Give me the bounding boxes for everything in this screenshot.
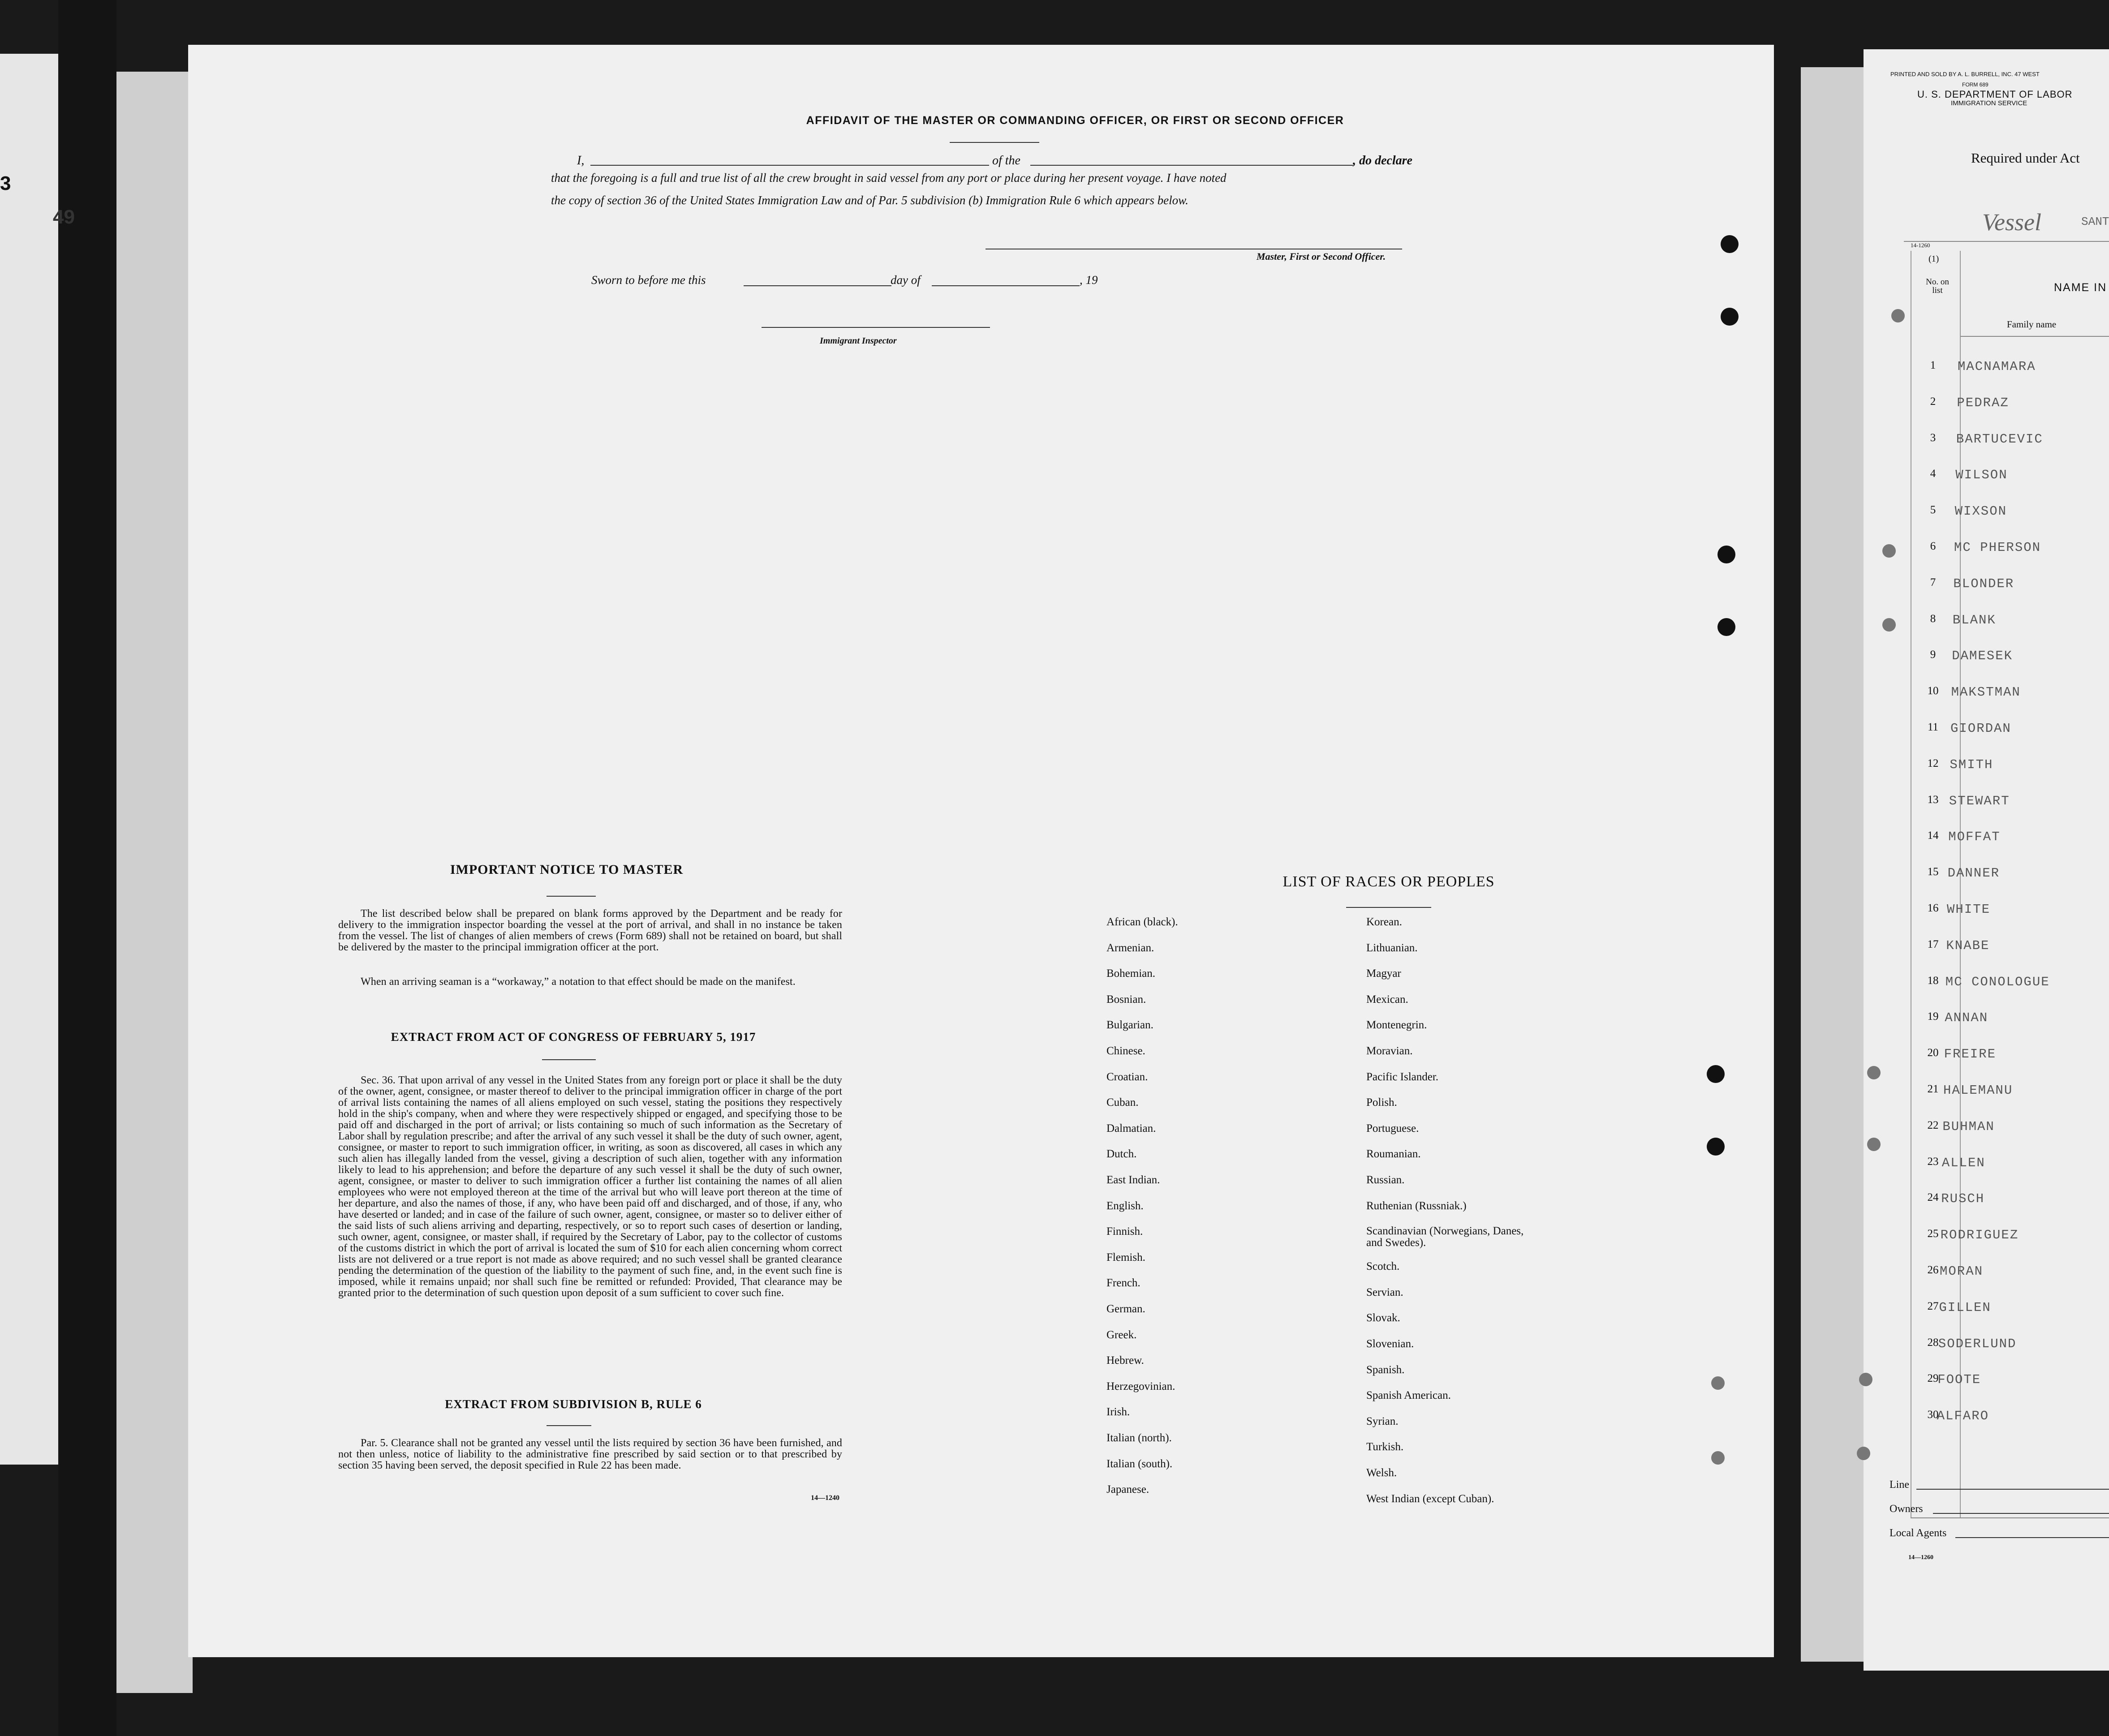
race-item: Scotch. (1366, 1260, 1400, 1273)
race-item: Mexican. (1366, 993, 1408, 1006)
vessel-blank (1030, 165, 1353, 166)
table-bottom-rule (1911, 1517, 2109, 1518)
sworn-text: Sworn to before me this (591, 273, 706, 287)
sworn-month-blank (932, 285, 1080, 286)
crew-family-name: HALEMANU (1943, 1083, 2013, 1098)
crew-row-number: 6 (1930, 540, 1936, 552)
punch-hole (1717, 618, 1735, 636)
race-item: Chinese. (1106, 1045, 1145, 1057)
left-page-number-top: 3 (0, 172, 11, 194)
act-extract-body: Sec. 36. That upon arrival of any vessel in the United States from any foreign port or place it shall be the duty of the owner, agent, consignee, or master thereof to deliver to the principal immigration officer in charge of the port of arrival lists containing the names of all aliens employed on such vessel, stating the positions they respectively hold in the ship's company, when and where they were respectively shipped or engaged, and specifying those to be paid off and discharged in the port of arrival; or lists containing so much of such information as the Secretary of Labor shall by regulation prescribe; and after the arrival of any such vessel it shall be the duty of such owner, agent, consignee, or master to report to such immigration officer, in writing, as soon as discovered, all cases in which any such alien has illegally landed from the vessel, giving a description of such alien, together with any information likely to lead to his apprehension; and before the departure of any such vessel it shall be the duty of such owner, agent, consignee, or master to deliver to such immigration officer a further list containing the names of all alien employees who were not employed thereon at the time of the arrival but who will leave port thereon at the time of her departure, and also the names of those, if any, who have been paid off and discharged, and of those, if any, who have deserted or landed; and in case of the failure of such owner, agent, consignee, or master so to deliver either of the said lists of such aliens arriving and departing, respectively, or so to report such cases of desertion or landing, such owner, agent, consignee, or master shall, if required by the Secretary of Labor, pay to the collector of customs of the customs district in which the port of arrival is located the sum of $10 for each alien concerning whom correct lists are not delivered or a true report is not made as above required; and no such vessel shall be granted clearance pending the determination of the question of the liability to the payment of such fine, and, in the event such fine is imposed, while it remains unpaid; nor shall such fine be remitted or refunded: Provided, That clearance may be granted prior to the determination of such question upon deposit of a sum sufficient to cover such fine. (338, 1074, 842, 1299)
inspector-caption: Immigrant Inspector (820, 336, 897, 346)
footer-owners-rule (1933, 1513, 2109, 1514)
left-binding (116, 72, 193, 1693)
race-item: French. (1106, 1277, 1141, 1289)
punch-hole (1717, 546, 1735, 563)
race-item: Moravian. (1366, 1045, 1413, 1057)
punch-hole-ghost (1867, 1066, 1881, 1079)
race-item: Flemish. (1106, 1251, 1145, 1263)
crew-family-name: MACNAMARA (1958, 359, 2036, 374)
crew-row-number: 24 (1927, 1191, 1939, 1204)
right-page (1864, 49, 2109, 1671)
race-item: Armenian. (1106, 941, 1154, 954)
race-item: Finnish. (1106, 1225, 1143, 1238)
crew-family-name: SODERLUND (1938, 1336, 2017, 1351)
right-binding (1774, 63, 1801, 1666)
crew-row-number: 14 (1927, 829, 1939, 842)
notice-title: IMPORTANT NOTICE TO MASTER (450, 862, 684, 877)
race-item: Slovak. (1366, 1312, 1400, 1324)
race-item: Slovenian. (1366, 1338, 1414, 1350)
race-item: Dalmatian. (1106, 1122, 1156, 1134)
affidavit-line2: that the foregoing is a full and true list of all the crew brought in said vessel from any port or place during her present voyage. I have noted (551, 171, 1227, 185)
crew-row-number: 22 (1927, 1119, 1939, 1131)
race-item: Turkish. (1366, 1441, 1404, 1453)
signature-caption: Master, First or Second Officer. (1257, 251, 1386, 262)
race-item: Ruthenian (Russniak.) (1366, 1199, 1467, 1212)
crew-family-name: BLANK (1952, 612, 1996, 627)
crew-family-name: FREIRE (1944, 1047, 1997, 1062)
sworn-day-blank (744, 285, 891, 286)
crew-family-name: FOOTE (1937, 1372, 1981, 1388)
col-index: (1) (1928, 254, 1939, 264)
punch-hole-ghost (1882, 618, 1896, 632)
race-item: Pacific Islander. (1366, 1070, 1439, 1083)
crew-family-name: RODRIGUEZ (1940, 1228, 2019, 1243)
punch-hole-ghost (1867, 1138, 1881, 1151)
act-extract-title-rule (542, 1059, 596, 1060)
col-no-header: No. on list (1926, 277, 1949, 295)
crew-row-number: 27 (1927, 1300, 1939, 1312)
printer-line: PRINTED AND SOLD BY A. L. BURRELL, INC. 47 WEST (1890, 71, 2040, 77)
affidavit-declare: , do declare (1353, 154, 1412, 168)
race-item: Bohemian. (1106, 967, 1156, 980)
race-item: Greek. (1106, 1328, 1137, 1341)
vessel-line (1904, 241, 2109, 242)
race-item: Scandinavian (Norwegians, Danes, and Swedes). (1366, 1225, 1524, 1249)
race-item: East Indian. (1106, 1174, 1160, 1186)
punch-hole-ghost (1711, 1451, 1725, 1465)
punch-hole (1721, 235, 1739, 253)
act-extract-title: EXTRACT FROM ACT OF CONGRESS OF FEBRUARY 5, 1917 (391, 1030, 756, 1044)
left-page-edge (0, 54, 58, 1465)
race-item: Magyar (1366, 967, 1401, 980)
footer-line-rule (1916, 1489, 2109, 1490)
race-item: Herzegovinian. (1106, 1380, 1175, 1392)
race-item: Croatian. (1106, 1070, 1148, 1083)
crew-row-number: 2 (1930, 395, 1936, 408)
service-title: IMMIGRATION SERVICE (1951, 99, 2027, 107)
crew-row-number: 30 (1927, 1409, 1939, 1421)
crew-row-number: 1 (1930, 359, 1936, 371)
crew-family-name: BARTUCEVIC (1956, 431, 2043, 447)
crew-row-number: 10 (1927, 685, 1939, 697)
footer-form: 14—1260 (1908, 1554, 1933, 1561)
crew-row-number: 16 (1927, 902, 1939, 914)
race-item: Spanish American. (1366, 1389, 1451, 1402)
races-title-rule (1346, 907, 1431, 908)
affidavit-title: AFFIDAVIT OF THE MASTER OR COMMANDING OFFICER, OR FIRST OR SECOND OFFICER (806, 114, 1344, 127)
crew-row-number: 8 (1930, 612, 1936, 625)
crew-family-name: PEDRAZ (1957, 395, 2009, 410)
race-item: English. (1106, 1199, 1144, 1212)
affidavit-line3: the copy of section 36 of the United States Immigration Law and of Par. 5 subdivision (b) Immigration Rule 6 which appears below. (551, 193, 1188, 207)
crew-family-name: MORAN (1940, 1264, 1984, 1279)
crew-row-number: 19 (1927, 1010, 1939, 1023)
punch-hole-ghost (1882, 544, 1896, 558)
race-item: Polish. (1366, 1096, 1397, 1109)
race-item: Lithuanian. (1366, 941, 1418, 954)
crew-family-name: DANNER (1947, 866, 2000, 881)
punch-hole-ghost (1859, 1373, 1872, 1386)
crew-row-number: 15 (1927, 866, 1939, 878)
races-title: LIST OF RACES OR PEOPLES (1283, 873, 1495, 890)
race-item: Irish. (1106, 1406, 1130, 1418)
rule-extract-title: EXTRACT FROM SUBDIVISION B, RULE 6 (445, 1397, 702, 1411)
punch-hole-ghost (1711, 1376, 1725, 1390)
crew-row-number: 4 (1930, 468, 1936, 480)
left-page-number: 49 (53, 206, 75, 228)
crew-row-number: 23 (1927, 1155, 1939, 1168)
notice-paragraph-1: The list described below shall be prepared on blank forms approved by the Department and be ready for delivery to the immigration inspector boarding the vessel at the port of arrival, and shall in no instance be taken from the vessel. The list of changes of alien members of crews (Form 689) shall not be retained on board, but shall be delivered by the master to the principal immigration officer at the port. (338, 908, 842, 953)
race-item: Italian (south). (1106, 1457, 1173, 1470)
form-small: 14-1260 (1911, 242, 1930, 249)
race-item: Portuguese. (1366, 1122, 1419, 1134)
name-blank (590, 165, 989, 166)
punch-hole-ghost (1891, 309, 1905, 322)
right-binding-light (1801, 67, 1864, 1662)
crew-row-number: 26 (1927, 1264, 1939, 1276)
punch-hole (1707, 1138, 1725, 1156)
race-item: Bosnian. (1106, 993, 1146, 1006)
race-item: Cuban. (1106, 1096, 1139, 1109)
crew-family-name: KNABE (1946, 938, 1990, 953)
crew-family-name: STEWART (1949, 793, 2010, 808)
center-page (188, 45, 1774, 1657)
crew-row-number: 21 (1927, 1083, 1939, 1095)
col-family-header: Family name (2007, 319, 2057, 330)
crew-row-number: 17 (1927, 938, 1939, 950)
affidavit-i: I, (577, 154, 585, 168)
race-item: Roumanian. (1366, 1148, 1421, 1160)
race-item: West Indian (except Cuban). (1366, 1492, 1494, 1505)
race-item: African (black). (1106, 916, 1178, 928)
crew-family-name: MAKSTMAN (1951, 685, 2021, 700)
sworn-day-of: day of (891, 273, 921, 287)
footer-line-label: Line (1889, 1479, 1909, 1491)
punch-hole-ghost (1857, 1447, 1870, 1460)
crew-family-name: BUHMAN (1942, 1119, 1995, 1134)
vessel-name: SANT (2081, 215, 2109, 228)
crew-row-number: 7 (1930, 576, 1936, 589)
footer-agents-rule (1955, 1537, 2109, 1538)
crew-family-name: GILLEN (1939, 1300, 1991, 1315)
crew-family-name: WHITE (1947, 902, 1991, 917)
race-item: Spanish. (1366, 1363, 1405, 1376)
rule-extract-body: Par. 5. Clearance shall not be granted any vessel until the lists required by section 36 have been furnished, and not then unless, notice of liability to the administrative fine prescribed by said section or to that prescribed by section 35 having been served, the deposit specified in Rule 22 has been made. (338, 1437, 842, 1471)
vessel-label: Vessel (1982, 209, 2041, 236)
race-item: Italian (north). (1106, 1432, 1172, 1444)
footer-agents-label: Local Agents (1889, 1527, 1947, 1539)
sworn-year: , 19 (1080, 273, 1098, 287)
race-item: Dutch. (1106, 1148, 1137, 1160)
crew-family-name: RUSCH (1941, 1191, 1985, 1207)
rule-extract-title-rule (547, 1425, 591, 1426)
crew-family-name: MC PHERSON (1954, 540, 2041, 555)
crew-row-number: 5 (1930, 504, 1936, 516)
rule-form-number: 14—1240 (811, 1494, 839, 1502)
crew-family-name: ANNAN (1945, 1010, 1988, 1026)
header-rule (1960, 336, 2109, 337)
crew-row-number: 25 (1927, 1228, 1939, 1240)
race-item: Syrian. (1366, 1415, 1399, 1427)
crew-family-name: SMITH (1950, 757, 1993, 772)
crew-family-name: WILSON (1955, 468, 2008, 483)
crew-row-number: 12 (1927, 757, 1939, 769)
punch-hole (1707, 1065, 1725, 1083)
race-item: Bulgarian. (1106, 1019, 1153, 1031)
race-item: Japanese. (1106, 1483, 1149, 1496)
crew-family-name: MC CONOLOGUE (1945, 974, 2050, 989)
crew-row-number: 9 (1930, 649, 1936, 661)
footer-owners-label: Owners (1889, 1503, 1923, 1515)
crew-family-name: DAMESEK (1952, 649, 2013, 664)
crew-row-number: 3 (1930, 431, 1936, 444)
race-item: German. (1106, 1303, 1145, 1315)
affidavit-title-rule (950, 142, 1039, 143)
crew-row-number: 29 (1927, 1372, 1939, 1385)
race-item: Korean. (1366, 916, 1402, 928)
crew-family-name: BLONDER (1953, 576, 2014, 591)
col-name-header: NAME IN (2054, 281, 2107, 294)
crew-row-number: 11 (1927, 721, 1939, 733)
crew-row-number: 13 (1927, 793, 1939, 806)
crew-family-name: GIORDAN (1950, 721, 2011, 736)
crew-row-number: 28 (1927, 1336, 1939, 1349)
race-item: Servian. (1366, 1286, 1403, 1298)
race-item: Welsh. (1366, 1467, 1397, 1479)
required-under-act: Required under Act (1971, 150, 2080, 166)
race-item: Russian. (1366, 1174, 1405, 1186)
punch-hole (1721, 308, 1739, 326)
crew-family-name: ALFARO (1937, 1409, 1989, 1424)
notice-title-rule (547, 896, 596, 897)
race-item: Montenegrin. (1366, 1019, 1427, 1031)
crew-family-name: MOFFAT (1948, 829, 2001, 845)
crew-row-number: 20 (1927, 1047, 1939, 1059)
left-dark-band (58, 0, 116, 1736)
crew-row-number: 18 (1927, 974, 1939, 987)
crew-family-name: ALLEN (1941, 1155, 1985, 1170)
inspector-line (762, 327, 990, 328)
department-title: U. S. DEPARTMENT OF LABOR (1917, 89, 2073, 100)
crew-family-name: WIXSON (1954, 504, 2007, 519)
notice-paragraph-2: When an arriving seaman is a “workaway,” a notation to that effect should be made on the manifest. (361, 976, 796, 988)
affidavit-of-the: of the (992, 154, 1020, 168)
form-number: FORM 689 (1962, 82, 1988, 88)
race-item: Hebrew. (1106, 1354, 1144, 1367)
